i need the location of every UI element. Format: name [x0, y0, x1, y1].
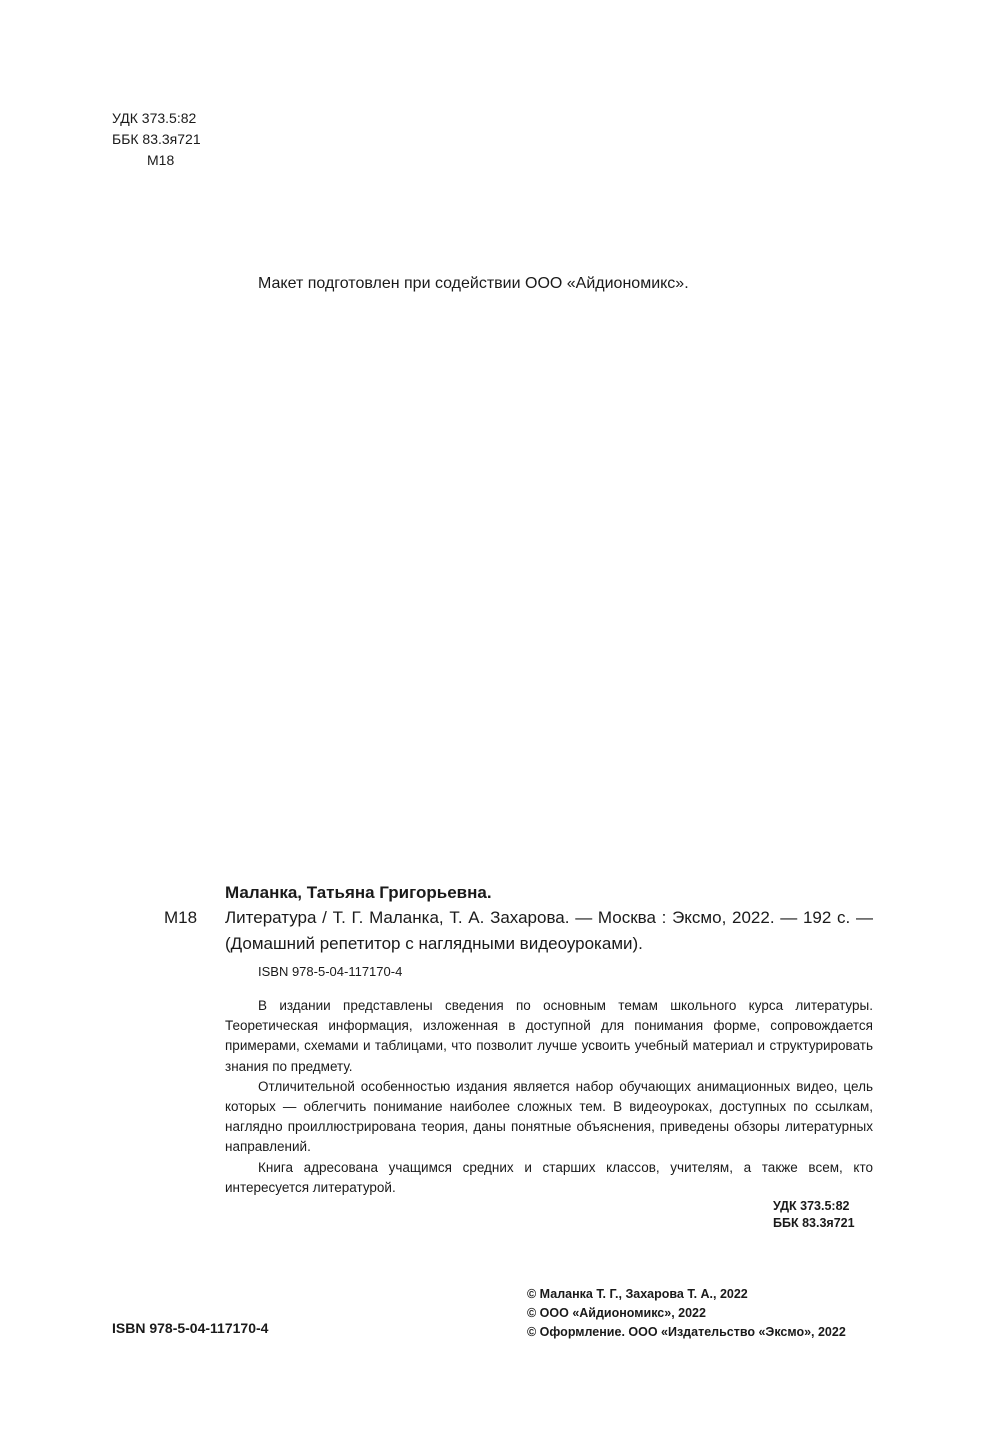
- bbk-code-bottom: ББК 83.3я721: [773, 1216, 855, 1230]
- bbk-code: ББК 83.3я721: [112, 131, 201, 147]
- author-heading: Маланка, Татьяна Григорьевна.: [225, 883, 492, 902]
- copyright-line: © ООО «Айдиономикс», 2022: [527, 1306, 706, 1320]
- udk-code: УДК 373.5:82: [112, 110, 197, 126]
- author-sign-top: М18: [147, 152, 175, 168]
- isbn-bottom: ISBN 978-5-04-117170-4: [112, 1320, 269, 1336]
- bibliographic-description: Литература / Т. Г. Маланка, Т. А. Захарова. — Москва : Эксмо, 2022. — 192 с. — (Домашний репетитор с наглядными видеоуроками).: [225, 908, 873, 953]
- copyright-line: © Маланка Т. Г., Захарова Т. А., 2022: [527, 1287, 748, 1301]
- annotation-paragraph: Книга адресована учащимся средних и старших классов, учителям, а также всем, кто интересуется литературой.: [225, 1159, 873, 1195]
- preparation-note: Макет подготовлен при содействии ООО «Айдиономикс».: [258, 275, 689, 292]
- copyright-line: © Оформление. ООО «Издательство «Эксмо», 2022: [527, 1325, 846, 1339]
- annotation-paragraph: В издании представлены сведения по основным темам школьного курса литературы. Теоретическая информация, изложенная в доступной для понимания форме, сопровождается примерами, схемами и таблицами, что позволит лучше усвоить учебный материал и структурировать знания по предмету.: [225, 998, 873, 1074]
- classification-top: [112, 108, 201, 171]
- classification-bottom: [773, 1198, 855, 1232]
- copyright-block: [527, 1285, 846, 1342]
- annotation-paragraph: Отличительной особенностью издания является набор обучающих анимационных видео, цель которых — облегчить понимание наиболее сложных тем. В видеоуроках, доступных по ссылкам, наглядно проиллюстрирована теория, даны понятные объяснения, приведены обзоры литературных направлений.: [225, 1078, 873, 1155]
- isbn-record: ISBN 978-5-04-117170-4: [258, 964, 403, 979]
- annotation: [225, 996, 873, 1198]
- author-sign: М18: [164, 908, 198, 927]
- udk-code-bottom: УДК 373.5:82: [773, 1199, 850, 1213]
